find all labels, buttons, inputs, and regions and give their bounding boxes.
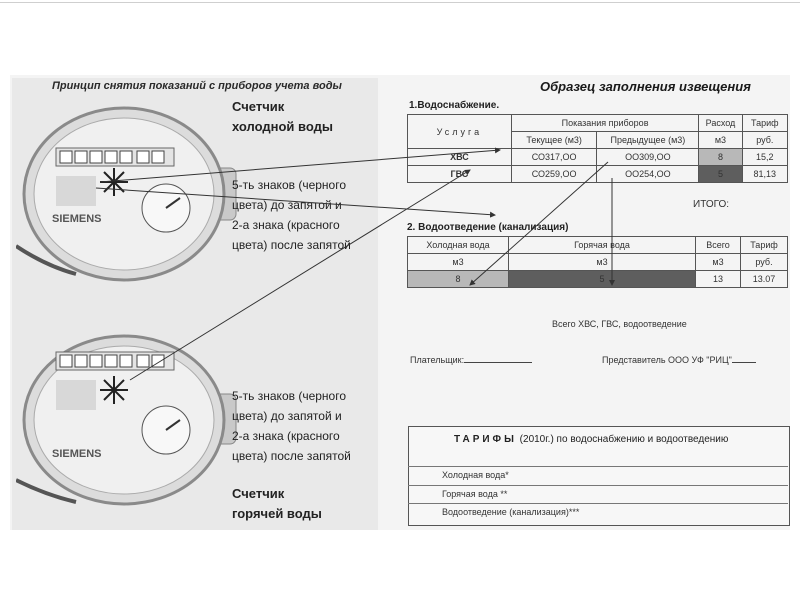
col-tariff-unit: руб. [741,254,788,271]
representative-label: Представитель ООО УФ "РИЦ" [602,355,756,365]
col-usage-unit: м3 [699,132,742,149]
col-current-header: Текущее (м3) [511,132,597,149]
col-readings-header: Показания приборов [511,115,698,132]
col-previous-header: Предыдущее (м3) [597,132,699,149]
meter-panel-title: Принцип снятия показаний с приборов учета воды [52,80,342,92]
section-water-supply: 1.Водоснабжение. [409,100,500,111]
cold-meter-brand: SIEMENS [52,213,102,225]
total-label: ИТОГО: [693,199,730,210]
col-cold-header: Холодная вода [408,237,509,254]
row-service: ГВС [408,166,512,183]
row-tariff: 81,13 [742,166,787,183]
col-service-header: Услуга [408,115,512,149]
row-tariff: 15,2 [742,149,787,166]
row-previous: ОО309,ОО [597,149,699,166]
col-cold-unit: м3 [408,254,509,271]
cold-meter-label: Счетчик холодной воды [232,99,333,134]
tariff-item: Водоотведение (канализация)*** [408,503,788,521]
hot-meter-description: 5-ть знаков (черного цвета) до запятой и 2-а знака (красного цвета) после запятой [232,389,351,463]
row-current: СО259,ОО [511,166,597,183]
tariff-item: Холодная вода* [408,466,788,484]
section-sewerage: 2. Водоотведение (канализация) [407,222,569,233]
tariffs-heading: ТАРИФЫ (2010г.) по водоснабжению и водоотведению [454,434,729,445]
payer-label: Плательщик: [410,355,532,365]
col-hot-header: Горячая вода [509,237,696,254]
form-title: Образец заполнения извещения [540,79,751,94]
col-tariff-header: Тариф [741,237,788,254]
tariff-item: Горячая вода ** [408,485,788,503]
hot-meter-label: Счетчик горячей воды [232,486,322,521]
cold-meter-description: 5-ть знаков (черного цвета) до запятой и 2-а знака (красного цвета) после запятой [232,178,351,252]
row-current: СО317,ОО [511,149,597,166]
hot-volume: 5 [509,271,696,288]
row-usage: 5 [699,166,742,183]
col-tariff-header: Тариф [742,115,787,132]
summary-label: Всего ХВС, ГВС, водоотведение [552,319,687,329]
col-usage-header: Расход [699,115,742,132]
sewerage-tariff: 13.07 [741,271,788,288]
col-tariff-unit: руб. [742,132,787,149]
total-volume: 13 [696,271,741,288]
row-usage: 8 [699,149,742,166]
col-total-unit: м3 [696,254,741,271]
cold-volume: 8 [408,271,509,288]
hot-meter-brand: SIEMENS [52,448,102,460]
col-total-header: Всего [696,237,741,254]
row-service: ХВС [408,149,512,166]
col-hot-unit: м3 [509,254,696,271]
arrow-cold-to-table [100,150,500,182]
row-previous: ОО254,ОО [597,166,699,183]
